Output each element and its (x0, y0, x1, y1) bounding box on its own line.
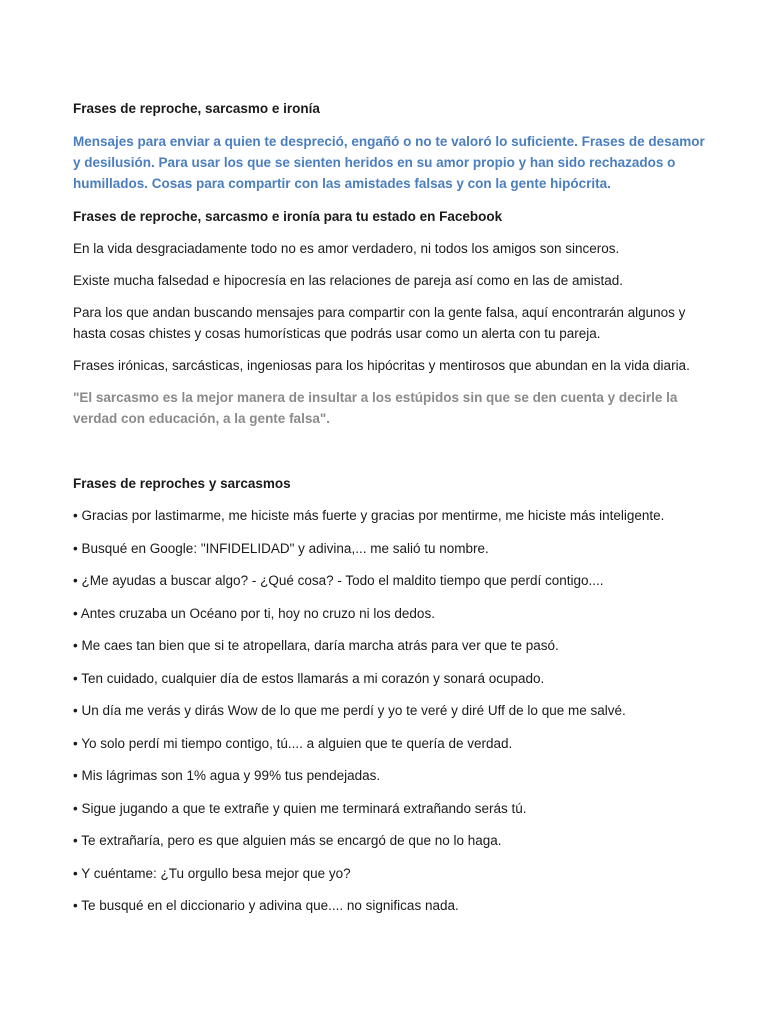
bullet-list (73, 505, 713, 916)
body-paragraph: Para los que andan buscando mensajes para compartir con la gente falsa, aquí encontrarán algunos y hasta cosas chistes y cosas humorísticas que podrás usar como un alerta con tu pareja. (73, 305, 686, 341)
facebook-subtitle: Frases de reproche, sarcasmo e ironía para tu estado en Facebook (73, 209, 503, 224)
list-item: • Mis lágrimas son 1% agua y 99% tus pendejadas. (73, 768, 381, 783)
list-item: • Me caes tan bien que si te atropellara, daría marcha atrás para ver que te pasó. (73, 638, 559, 653)
list-item: • Sigue jugando a que te extrañe y quien me terminará extrañando serás tú. (73, 800, 527, 816)
list-item: • Y cuéntame: ¿Tu orgullo besa mejor que yo? (73, 865, 351, 881)
document-page (73, 98, 713, 928)
intro-paragraph: Mensajes para enviar a quien te despreció, engañó o no te valoró lo suficiente. Frases de desamor y desilusión. Para usar los que se sienten heridos en su amor propio y han sido rechazados o humillados. Cosas para compartir con las amistades falsas y con la gente hipócrita. (73, 134, 705, 191)
list-item: • Gracias por lastimarme, me hiciste más fuerte y gracias por mentirme, me hiciste más inteligente. (73, 508, 665, 523)
list-item: • Yo solo perdí mi tiempo contigo, tú.... a alguien que te quería de verdad. (73, 735, 513, 751)
list-item: • Antes cruzaba un Océano por ti, hoy no cruzo ni los dedos. (73, 605, 435, 621)
list-item: • Te busqué en el diccionario y adivina que.... no significas nada. (73, 898, 459, 913)
list-item: • Un día me verás y dirás Wow de lo que me perdí y yo te veré y diré Uff de lo que me salvé. (73, 703, 626, 718)
body-paragraph: En la vida desgraciadamente todo no es amor verdadero, ni todos los amigos son sinceros. (73, 241, 620, 256)
list-item: • ¿Me ayudas a buscar algo? - ¿Qué cosa? - Todo el maldito tiempo que perdí contigo.... (73, 573, 604, 588)
body-paragraph: Existe mucha falsedad e hipocresía en las relaciones de pareja así como en las de amistad. (73, 273, 624, 288)
list-item: • Te extrañaría, pero es que alguien más se encargó de que no lo haga. (73, 833, 502, 848)
body-paragraph: Frases irónicas, sarcásticas, ingeniosas para los hipócritas y mentirosos que abundan en la vida diaria. (73, 358, 690, 373)
section-heading: Frases de reproches y sarcasmos (73, 476, 291, 491)
quote-paragraph: "El sarcasmo es la mejor manera de insultar a los estúpidos sin que se den cuenta y decirle la verdad con educación, a la gente falsa". (73, 390, 678, 426)
list-item: • Busqué en Google: "INFIDELIDAD" y adivina,... me salió tu nombre. (73, 540, 489, 556)
list-item: • Ten cuidado, cualquier día de estos llamarás a mi corazón y sonará ocupado. (73, 670, 545, 686)
document-title: Frases de reproche, sarcasmo e ironía (73, 101, 320, 116)
